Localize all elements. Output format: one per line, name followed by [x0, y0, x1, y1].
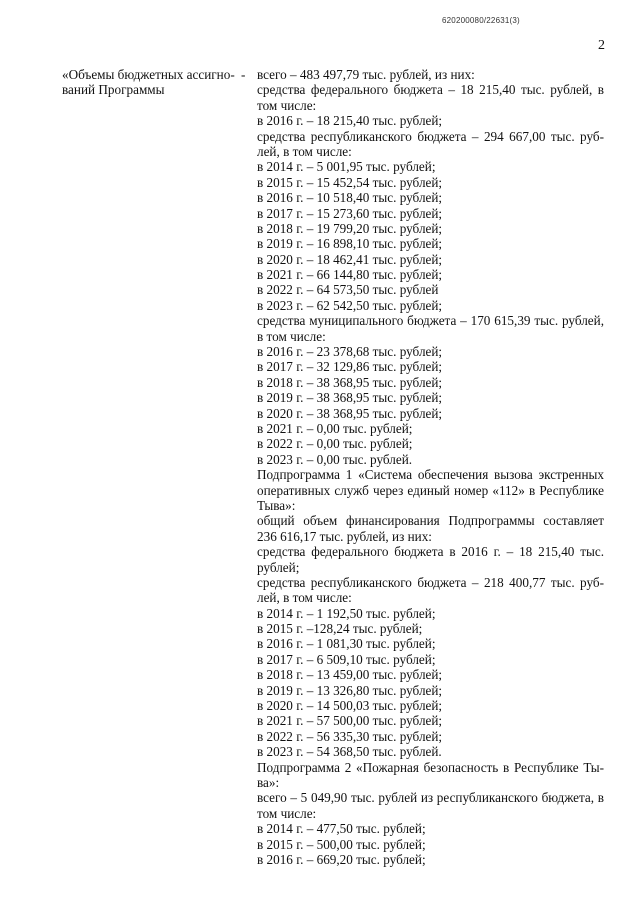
- content-line: 236 616,17 тыс. рублей, из них:: [257, 528, 432, 544]
- content-line: рублей;: [257, 559, 300, 575]
- content-line: всего – 483 497,79 тыс. рублей, из них:: [257, 67, 475, 82]
- content-line: том числе:: [257, 97, 317, 113]
- content-line: в 2022 г. – 64 573,50 тыс. рублей: [257, 282, 439, 298]
- content-line: в 2017 г. – 15 273,60 тыс. рублей;: [257, 205, 443, 221]
- content-line: в 2015 г. – 15 452,54 тыс. рублей;: [257, 174, 443, 190]
- content-line: Тыва»:: [257, 497, 296, 513]
- content-line: в 2014 г. – 477,50 тыс. рублей;: [257, 821, 426, 837]
- content-line: средства федерального бюджета в 2016 г. – 18 215,40 тыс.: [257, 544, 604, 560]
- content-line: в 2016 г. – 23 378,68 тыс. рублей;: [257, 344, 443, 360]
- right-column-content: [257, 67, 604, 867]
- content-line: средства республиканского бюджета – 294 667,00 тыс. руб-: [257, 128, 604, 144]
- content-line: в 2018 г. – 13 459,00 тыс. рублей;: [257, 667, 443, 683]
- content-line: всего – 5 049,90 тыс. рублей из республиканского бюджета, в: [257, 790, 604, 806]
- content-line: в 2014 г. – 1 192,50 тыс. рублей;: [257, 605, 436, 621]
- content-line: в 2020 г. – 38 368,95 тыс. рублей;: [257, 405, 443, 421]
- content-line: общий объем финансирования Подпрограммы составляет: [257, 513, 604, 529]
- page-number: 2: [598, 38, 605, 53]
- content-line: в 2018 г. – 19 799,20 тыс. рублей;: [257, 220, 443, 236]
- column-separator-dash: -: [241, 67, 246, 82]
- content-line: оперативных служб через единый номер «112» в Республике: [257, 482, 604, 498]
- content-line: в 2018 г. – 38 368,95 тыс. рублей;: [257, 374, 443, 390]
- content-line: в 2017 г. – 6 509,10 тыс. рублей;: [257, 651, 436, 667]
- content-line: в 2017 г. – 32 129,86 тыс. рублей;: [257, 359, 443, 375]
- content-line: в 2016 г. – 10 518,40 тыс. рублей;: [257, 190, 443, 206]
- content-line: в 2019 г. – 38 368,95 тыс. рублей;: [257, 390, 443, 406]
- document-id: 620200080/22631(3): [442, 16, 520, 25]
- content-line: в 2016 г. – 18 215,40 тыс. рублей;: [257, 113, 443, 129]
- content-line: лей, в том числе:: [257, 143, 352, 159]
- left-label-line: «Объемы бюджетных ассигно-: [62, 67, 235, 82]
- content-line: в 2020 г. – 14 500,03 тыс. рублей;: [257, 698, 443, 714]
- content-line: в 2023 г. – 62 542,50 тыс. рублей;: [257, 297, 443, 313]
- content-line: в 2016 г. – 669,20 тыс. рублей;: [257, 851, 426, 867]
- content-line: в 2019 г. – 16 898,10 тыс. рублей;: [257, 236, 443, 252]
- content-line: в 2016 г. – 1 081,30 тыс. рублей;: [257, 636, 436, 652]
- content-line: в 2019 г. – 13 326,80 тыс. рублей;: [257, 682, 443, 698]
- content-line: в 2021 г. – 66 144,80 тыс. рублей;: [257, 267, 443, 283]
- left-label-line: ваний Программы: [62, 82, 165, 98]
- content-line: средства федерального бюджета – 18 215,40 тыс. рублей, в: [257, 82, 604, 98]
- content-line: Подпрограмма 2 «Пожарная безопасность в Республике Ты-: [257, 759, 604, 775]
- content-line: лей, в том числе:: [257, 590, 352, 606]
- content-line: в 2022 г. – 0,00 тыс. рублей;: [257, 436, 413, 452]
- content-line: в 2023 г. – 54 368,50 тыс. рублей.: [257, 744, 442, 760]
- left-column-label: [62, 67, 237, 98]
- content-line: ва»:: [257, 774, 280, 790]
- content-line: в 2022 г. – 56 335,30 тыс. рублей;: [257, 728, 443, 744]
- content-line: в 2020 г. – 18 462,41 тыс. рублей;: [257, 251, 443, 267]
- content-line: Подпрограмма 1 «Система обеспечения вызова экстренных: [257, 467, 604, 483]
- content-line: в 2014 г. – 5 001,95 тыс. рублей;: [257, 159, 436, 175]
- content-line: в 2021 г. – 0,00 тыс. рублей;: [257, 420, 413, 436]
- content-line: средства республиканского бюджета – 218 400,77 тыс. руб-: [257, 574, 604, 590]
- content-line: в том числе:: [257, 328, 326, 344]
- content-line: в 2021 г. – 57 500,00 тыс. рублей;: [257, 713, 443, 729]
- content-line: том числе:: [257, 805, 317, 821]
- content-line: средства муниципального бюджета – 170 615,39 тыс. рублей,: [257, 313, 604, 329]
- content-line: в 2023 г. – 0,00 тыс. рублей.: [257, 451, 413, 467]
- content-line: в 2015 г. – 500,00 тыс. рублей;: [257, 836, 426, 852]
- content-line: в 2015 г. –128,24 тыс. рублей;: [257, 621, 423, 637]
